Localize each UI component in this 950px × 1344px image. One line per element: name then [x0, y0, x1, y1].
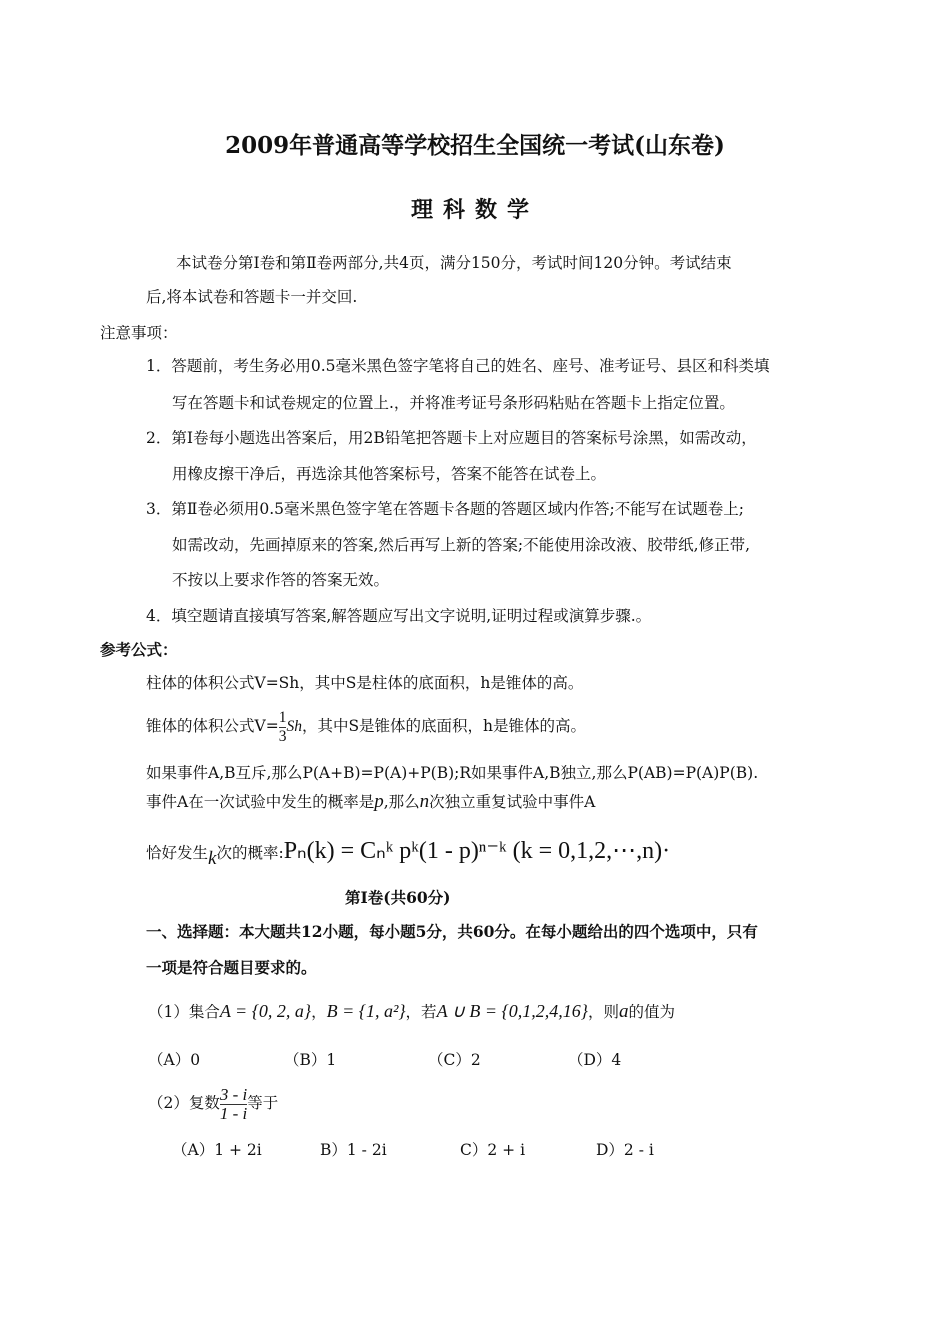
text: 锥体的体积公式V= [146, 717, 279, 735]
q2-option-d: D）2 - i [596, 1141, 654, 1159]
note-1-cont: 写在答题卡和试卷规定的位置上.，并将准考证号条形码粘贴在答题卡上指定位置。 [172, 394, 735, 412]
math: A = {0, 2, a} [219, 1001, 312, 1021]
formula-events: 如果事件A,B互斥,那么P(A+B)=P(A)+P(B);R如果事件A,B独立,那么P(AB)=P(A)P(B). [146, 764, 759, 782]
fraction [220, 1086, 247, 1123]
note-3: 3．第Ⅱ卷必须用0.5毫米黑色签字笔在答题卡各题的答题区域内作答;不能写在试题卷上; [146, 500, 744, 518]
note-4: 4．填空题请直接填写答案,解答题应写出文字说明,证明过程或演算步骤.。 [146, 607, 652, 625]
intro-line: 本试卷分第Ⅰ卷和第Ⅱ卷两部分,共4页，满分150分，考试时间120分钟。考试结束 [176, 254, 732, 272]
q2-option-c: C）2 + i [460, 1141, 526, 1159]
q2-option-a: （A）1 + 2i [172, 1141, 262, 1159]
binomial-formula: Pₙ(k) = Cₙᵏ pᵏ(1 - p)ⁿ⁻ᵏ (k = 0,1,2,⋯,n)· [283, 838, 671, 864]
question-1 [148, 998, 675, 1025]
denominator: 1 - i [219, 1103, 248, 1123]
exam-title: 2009年普通高等学校招生全国统一考试(山东卷) [225, 132, 725, 159]
text: 的值为 [628, 1003, 675, 1021]
part1-title: 第Ⅰ卷(共60分) [345, 888, 451, 907]
numerator: 3 - i [219, 1084, 248, 1104]
note-1: 1．答题前，考生务必用0.5毫米黑色签字笔将自己的姓名、座号、准考证号、县区和科类填 [146, 357, 770, 375]
text: ，则 [587, 1003, 619, 1021]
q2-option-b: B）1 - 2i [320, 1141, 387, 1159]
text: ,那么 [383, 793, 420, 811]
note-2: 2．第Ⅰ卷每小题选出答案后，用2B铅笔把答题卡上对应题目的答案标号涂黑，如需改动， [146, 429, 757, 447]
text: ， [311, 1003, 327, 1021]
note-3-cont: 如需改动，先画掉原来的答案,然后再写上新的答案;不能使用涂改液、胶带纸,修正带, [172, 536, 751, 554]
text: 次的概率: [216, 844, 284, 862]
notes-heading: 注意事项： [100, 324, 178, 342]
formula-binomial-2 [146, 836, 670, 874]
section1-heading: 一、选择题：本大题共12小题，每小题5分，共60分。在每小题给出的四个选项中，只有 [146, 922, 758, 941]
formula-cone [146, 706, 586, 747]
math: Sh [286, 718, 302, 735]
text: 事件A在一次试验中发生的概率是 [146, 793, 375, 811]
q1-option-d: （D）4 [568, 1051, 622, 1069]
intro-line: 后,将本试卷和答题卡一并交回. [146, 288, 358, 306]
text: （1）集合 [148, 1003, 220, 1021]
section1-heading-cont: 一项是符合题目要求的。 [146, 958, 317, 977]
numerator: 1 [278, 708, 287, 726]
math: p [374, 791, 384, 812]
text: 等于 [247, 1094, 279, 1112]
q1-option-b: （B）1 [284, 1051, 337, 1069]
q1-option-c: （C）2 [428, 1051, 481, 1069]
math: n [419, 791, 430, 812]
denominator: 3 [278, 727, 287, 745]
formula-heading: 参考公式： [100, 640, 178, 659]
math: A ∪ B = {0,1,2,4,16} [436, 1001, 588, 1021]
note-3-cont: 不按以上要求作答的答案无效。 [172, 571, 390, 589]
q1-option-a: （A）0 [148, 1051, 201, 1069]
math: a [618, 1001, 629, 1022]
text: 次独立重复试验中事件A [429, 793, 596, 811]
text: ，其中S是锥体的底面积，h是锥体的高。 [301, 717, 587, 735]
math: B = {1, a²} [326, 1001, 406, 1021]
note-2-cont: 用橡皮擦干净后，再选涂其他答案标号，答案不能答在试卷上。 [172, 465, 607, 483]
question-2 [148, 1083, 278, 1123]
text: ，若 [405, 1003, 437, 1021]
subject-title: 理科数学 [410, 197, 539, 223]
text: （2）复数 [148, 1094, 220, 1112]
formula-prism: 柱体的体积公式V=Sh，其中S是柱体的底面积，h是锥体的高。 [146, 674, 584, 692]
formula-binomial-1 [146, 792, 595, 812]
text: 恰好发生 [146, 844, 209, 862]
math: k [208, 848, 217, 869]
